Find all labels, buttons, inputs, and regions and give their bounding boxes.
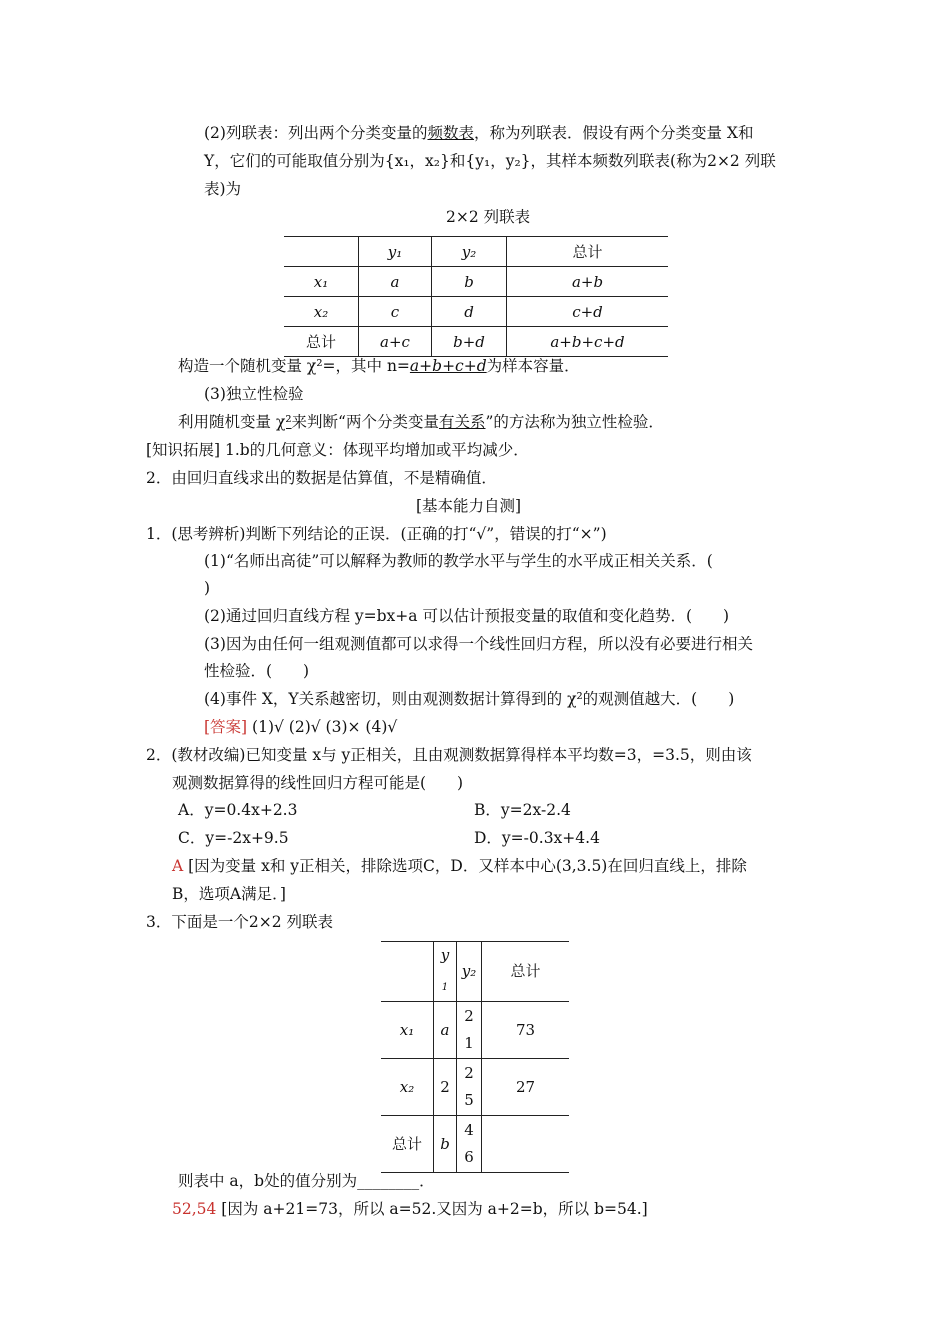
table-cell: x₂	[284, 297, 359, 327]
q1-stem: 1．(思考辨析)判断下列结论的正误．(正确的打“√”，错误的打“×”)	[146, 525, 607, 543]
table-cell: 2 1	[457, 1002, 482, 1059]
q1-item4: (4)事件 X，Y关系越密切，则由观测数据计算得到的 χ²的观测值越大．( )	[204, 690, 735, 708]
table-cell	[482, 1116, 570, 1173]
table-cell	[284, 237, 359, 267]
table-cell: b	[434, 1116, 457, 1173]
table1-caption: 2×2 列联表	[446, 208, 531, 226]
table-cell: 总计	[482, 942, 570, 1002]
table-row	[284, 267, 668, 297]
q2-option-c: C．y=-2x+9.5	[178, 829, 289, 847]
q1-item3-cont: 性检验．( )	[204, 662, 310, 680]
table-cell: y $_1$	[434, 942, 457, 1002]
q1-item3: (3)因为由任何一组观测值都可以求得一个线性回归方程，所以没有必要进行相关	[204, 635, 753, 653]
table-row	[381, 1116, 569, 1173]
table-cell: y₁	[359, 237, 432, 267]
section-title: [基本能力自测]	[416, 497, 522, 515]
para2-line2: Y，它们的可能取值分别为{x₁，x₂}和{y₁，y₂}，其样本频数列联表(称为2×2 列联	[204, 152, 776, 170]
table-cell: b	[432, 267, 507, 297]
table-cell: 4 6	[457, 1116, 482, 1173]
table-cell: c	[359, 297, 432, 327]
table-row	[284, 327, 668, 357]
table-cell: a+b+c+d	[507, 327, 669, 357]
independence-text: 利用随机变量 χ²来判断“两个分类变量有关系”的方法称为独立性检验．	[178, 413, 664, 431]
knowledge-expand-line1: [知识拓展] 1.b的几何意义：体现平均增加或平均减少．	[146, 441, 529, 459]
table-row	[381, 942, 569, 1002]
para2-line1: (2)列联表：列出两个分类变量的频数表，称为列联表．假设有两个分类变量 X和	[204, 124, 754, 142]
table-cell: d	[432, 297, 507, 327]
table-row	[381, 1002, 569, 1059]
table-row	[381, 1059, 569, 1116]
table-cell	[381, 942, 434, 1002]
knowledge-expand-line2: 2．由回归直线求出的数据是估算值，不是精确值．	[146, 469, 497, 487]
table-cell: 2 5	[457, 1059, 482, 1116]
table-cell: 2	[434, 1059, 457, 1116]
independence-title: (3)独立性检验	[204, 385, 304, 403]
table-row	[284, 297, 668, 327]
q2-stem-line2: 观测数据算得的线性回归方程可能是( )	[172, 774, 464, 792]
table-cell: 总计	[507, 237, 669, 267]
table-cell: 总计	[284, 327, 359, 357]
table-cell: x₁	[284, 267, 359, 297]
q2-option-b: B．y=2x-2.4	[474, 801, 571, 819]
q2-answer-line1: A [因为变量 x和 y正相关，排除选项C，D．又样本中心(3,3.5)在回归直线上，排除	[172, 857, 747, 875]
table-cell: a+b	[507, 267, 669, 297]
table-cell: a+c	[359, 327, 432, 357]
table-cell: a	[359, 267, 432, 297]
q3-contingency-table	[381, 941, 569, 1173]
q3-fill-line: 则表中 a，b处的值分别为________．	[178, 1172, 435, 1190]
table-cell: x₂	[381, 1059, 434, 1116]
table-cell: y₂	[432, 237, 507, 267]
table-cell: y₂	[457, 942, 482, 1002]
contingency-table	[284, 236, 668, 357]
table-cell: 73	[482, 1002, 570, 1059]
q2-option-a: A．y=0.4x+2.3	[178, 801, 298, 819]
q3-stem: 3．下面是一个2×2 列联表	[146, 913, 333, 931]
table-cell: c+d	[507, 297, 669, 327]
construct-line: 构造一个随机变量 χ²=，其中 n=a+b+c+d为样本容量．	[178, 357, 580, 375]
table-cell: a	[434, 1002, 457, 1059]
table-cell: 27	[482, 1059, 570, 1116]
q1-item1: (1)“名师出高徒”可以解释为教师的教学水平与学生的水平成正相关关系．(	[204, 552, 713, 570]
table-row	[284, 237, 668, 267]
q2-answer-line2: B，选项A满足．]	[172, 885, 286, 903]
q2-stem-line1: 2．(教材改编)已知变量 x与 y正相关，且由观测数据算得样本平均数=3，=3.5，则由该	[146, 746, 752, 764]
q3-answer: 52,54 [因为 a+21=73，所以 a=52.又因为 a+2=b，所以 b=54.]	[172, 1200, 648, 1218]
q1-item1-cont: )	[204, 579, 211, 597]
table-cell: x₁	[381, 1002, 434, 1059]
q1-answer: [答案] (1)√ (2)√ (3)× (4)√	[204, 718, 398, 736]
q1-item2: (2)通过回归直线方程 y=bx+a 可以估计预报变量的取值和变化趋势．( )	[204, 607, 730, 625]
table-cell: 总计	[381, 1116, 434, 1173]
q2-option-d: D．y=-0.3x+4.4	[474, 829, 600, 847]
table-cell: b+d	[432, 327, 507, 357]
para2-line3: 表)为	[204, 180, 242, 198]
